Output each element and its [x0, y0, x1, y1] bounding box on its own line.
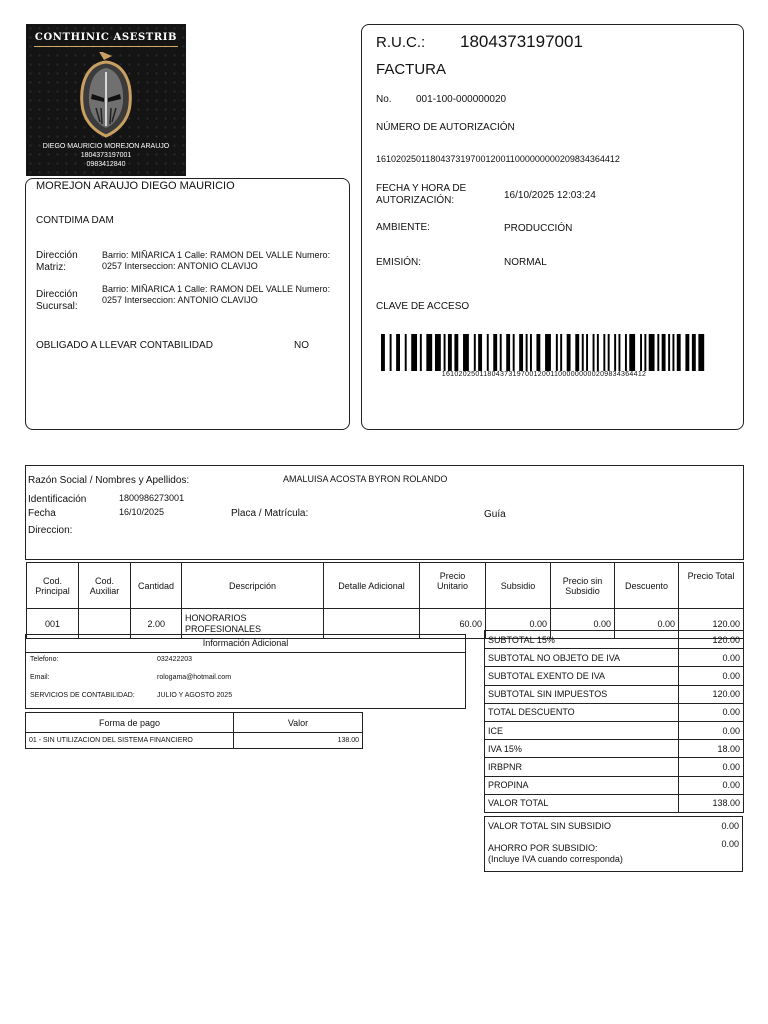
invoice-title: FACTURA	[376, 61, 447, 78]
barcode-bar	[662, 334, 666, 371]
header-cantidad: Cantidad	[131, 563, 182, 609]
payment-method-header: Forma de pago	[26, 713, 234, 733]
client-name: AMALUISA ACOSTA BYRON ROLANDO	[283, 474, 448, 484]
barcode-bar	[420, 334, 422, 371]
payment-method: 01 - SIN UTILIZACION DEL SISTEMA FINANCIERO	[26, 733, 234, 749]
barcode-bar	[411, 334, 417, 371]
header-cod-principal: Cod. Principal	[27, 563, 79, 609]
access-key-label: CLAVE DE ACCESO	[376, 301, 470, 312]
total-label: IRBPNR	[485, 758, 679, 776]
client-name-label: Razón Social / Nombres y Apellidos:	[28, 475, 190, 486]
totals-row-descuento	[485, 703, 744, 721]
total-value: 120.00	[679, 631, 744, 649]
totals-row-propina	[485, 776, 744, 794]
totals-table	[484, 630, 744, 813]
logo-divider	[34, 46, 178, 47]
barcode-bar	[519, 334, 523, 371]
total-label: SUBTOTAL SIN IMPUESTOS	[485, 685, 679, 703]
barcode-bar	[506, 334, 510, 371]
barcode-bar	[608, 334, 610, 371]
plate-label: Placa / Matrícula:	[231, 508, 309, 519]
access-key-barcode	[381, 334, 707, 371]
barcode-bar	[396, 334, 400, 371]
barcode-bar	[448, 334, 452, 371]
cell-precio-sin-subsidio: 0.00	[551, 609, 615, 639]
header-precio-total: Precio Total	[679, 563, 744, 609]
barcode-bar	[657, 334, 659, 371]
subsidy-total-value: 0.00	[721, 821, 739, 831]
emitter-trade-name: CONTDIMA DAM	[36, 215, 114, 226]
subsidy-total-label: VALOR TOTAL SIN SUBSIDIO	[488, 821, 612, 831]
subsidy-box	[484, 816, 743, 872]
company-logo	[26, 24, 186, 176]
totals-row-sin-impuestos	[485, 685, 744, 703]
barcode-bar	[618, 334, 620, 371]
barcode-bar	[593, 334, 595, 371]
barcode-bar	[698, 334, 704, 371]
total-value: 138.00	[679, 794, 744, 812]
invoice-number-label: No.	[376, 94, 392, 105]
accounting-value: NO	[294, 340, 309, 351]
total-value: 0.00	[679, 776, 744, 794]
emission-label: EMISIÓN:	[376, 257, 422, 268]
barcode-bar	[668, 334, 670, 371]
totals-row-ice	[485, 721, 744, 739]
barcode-bar	[603, 334, 605, 371]
matrix-address-label: Dirección Matriz:	[36, 250, 78, 273]
payment-value: 138.00	[234, 733, 363, 749]
barcode-bar	[582, 334, 584, 371]
subsidy-saving-value: 0.00	[721, 839, 739, 849]
info-value-services: JULIO Y AGOSTO 2025	[157, 692, 233, 699]
header-descuento: Descuento	[615, 563, 679, 609]
access-key-number: 1610202501180437319700120011000000000209834364412	[441, 371, 647, 378]
payment-header-row	[26, 713, 363, 733]
cell-descuento: 0.00	[615, 609, 679, 639]
barcode-bar	[390, 334, 392, 371]
totals-row-no-objeto	[485, 649, 744, 667]
info-value-phone: 032422203	[157, 656, 193, 663]
barcode-bar	[649, 334, 655, 371]
barcode-bar	[556, 334, 558, 371]
totals-row-subtotal-15	[485, 631, 744, 649]
ruc-label: R.U.C.:	[376, 34, 426, 51]
barcode-bar	[526, 334, 528, 371]
barcode-bar	[435, 334, 441, 371]
barcode-bar	[500, 334, 502, 371]
client-address-label: Direccion:	[28, 525, 73, 536]
accounting-label: OBLIGADO A LLEVAR CONTABILIDAD	[36, 340, 213, 351]
invoice-box	[361, 24, 744, 430]
authorization-date: 16/10/2025 12:03:24	[504, 190, 596, 201]
barcode-bar	[536, 334, 540, 371]
total-value: 0.00	[679, 667, 744, 685]
barcode-bar	[644, 334, 646, 371]
total-value: 0.00	[679, 758, 744, 776]
emission-value: NORMAL	[504, 257, 547, 268]
barcode-bar	[567, 334, 571, 371]
total-label: PROPINA	[485, 776, 679, 794]
barcode-bar	[487, 334, 489, 371]
barcode-bar	[586, 334, 588, 371]
cell-cantidad: 2.00	[131, 609, 182, 639]
total-value: 18.00	[679, 740, 744, 758]
barcode-bar	[474, 334, 476, 371]
client-id-label: Identificación	[28, 494, 87, 505]
table-row	[26, 733, 363, 749]
barcode-bar	[677, 334, 681, 371]
info-label-phone: Telefono:	[30, 656, 59, 663]
totals-row-irbpnr	[485, 758, 744, 776]
barcode-bar	[454, 334, 458, 371]
totals-row-iva	[485, 740, 744, 758]
totals-row-exento	[485, 667, 744, 685]
branch-address: Barrio: MIÑARICA 1 Calle: RAMON DEL VALLE Numero: 0257 Interseccion: ANTONIO CLAVIJO	[102, 284, 331, 305]
guide-label: Guía	[484, 509, 506, 520]
barcode-bar	[629, 334, 635, 371]
total-value: 0.00	[679, 721, 744, 739]
subsidy-saving-label: AHORRO POR SUBSIDIO:	[488, 843, 598, 853]
barcode-bar	[685, 334, 689, 371]
cell-cod-principal: 001	[27, 609, 79, 639]
total-label: SUBTOTAL NO OBJETO DE IVA	[485, 649, 679, 667]
total-label: IVA 15%	[485, 740, 679, 758]
total-value: 0.00	[679, 703, 744, 721]
additional-info-box	[25, 634, 466, 709]
cell-subsidio: 0.00	[486, 609, 551, 639]
additional-info-title: Información Adicional	[26, 635, 465, 653]
barcode-bar	[672, 334, 674, 371]
items-table	[26, 562, 744, 639]
ruc-value: 1804373197001	[460, 32, 583, 51]
cell-precio-total: 120.00	[679, 609, 744, 639]
barcode-bar	[493, 334, 497, 371]
invoice-number: 001-100-000000020	[416, 94, 507, 105]
authorization-label: NÚMERO DE AUTORIZACIÓN	[376, 122, 515, 133]
knight-helmet-icon	[74, 52, 138, 148]
header-descripcion: Descripción	[182, 563, 324, 609]
authorization-date-label: FECHA Y HORA DE AUTORIZACIÓN:	[376, 183, 467, 206]
barcode-bar	[545, 334, 551, 371]
barcode-bar	[625, 334, 627, 371]
logo-owner: DIEGO MAURICIO MOREJON ARAUJO	[42, 143, 170, 150]
payment-table	[25, 712, 363, 749]
environment-value: PRODUCCIÓN	[504, 223, 573, 234]
barcode-bar	[614, 334, 616, 371]
barcode-bar	[560, 334, 562, 371]
logo-brand-text: CONTHINIC ASESTRIB	[34, 32, 178, 43]
subsidy-saving-note: (Incluye IVA cuando corresponda)	[488, 854, 623, 864]
authorization-number: 1610202501180437319700120011000000000209834364412	[376, 154, 620, 164]
barcode-bar	[513, 334, 515, 371]
total-label: SUBTOTAL 15%	[485, 631, 679, 649]
info-value-email: rologama@hotmail.com	[157, 674, 232, 681]
header-detalle-adicional: Detalle Adicional	[324, 563, 420, 609]
cell-descripcion: HONORARIOS PROFESIONALES	[182, 609, 324, 639]
barcode-bar	[405, 334, 407, 371]
barcode-bar	[426, 334, 432, 371]
header-cod-auxiliar: Cod. Auxiliar	[79, 563, 131, 609]
payment-value-header: Valor	[234, 713, 363, 733]
logo-ruc: 1804373197001	[80, 152, 132, 159]
header-precio-sin-subsidio: Precio sin Subsidio	[551, 563, 615, 609]
total-label: SUBTOTAL EXENTO DE IVA	[485, 667, 679, 685]
barcode-bar	[463, 334, 469, 371]
total-label: VALOR TOTAL	[485, 794, 679, 812]
barcode-bar	[530, 334, 532, 371]
info-label-services: SERVICIOS DE CONTABILIDAD:	[30, 692, 135, 699]
barcode-bar	[597, 334, 599, 371]
total-label: ICE	[485, 721, 679, 739]
branch-address-label: Dirección Sucursal:	[36, 289, 78, 312]
total-value: 0.00	[679, 649, 744, 667]
items-header-row	[27, 563, 744, 609]
barcode-bar	[575, 334, 579, 371]
totals-row-valor-total	[485, 794, 744, 812]
info-label-email: Email:	[30, 674, 50, 681]
client-box	[25, 465, 744, 560]
barcode-bar	[444, 334, 446, 371]
header-subsidio: Subsidio	[486, 563, 551, 609]
total-label: TOTAL DESCUENTO	[485, 703, 679, 721]
matrix-address: Barrio: MIÑARICA 1 Calle: RAMON DEL VALLE Numero: 0257 Interseccion: ANTONIO CLAVIJO	[102, 250, 331, 271]
emitter-name: MOREJON ARAUJO DIEGO MAURICIO	[36, 180, 235, 192]
total-value: 120.00	[679, 685, 744, 703]
cell-precio-unitario: 60.00	[420, 609, 486, 639]
client-date-label: Fecha	[28, 508, 56, 519]
barcode-bar	[381, 334, 385, 371]
header-precio-unitario: Precio Unitario	[420, 563, 486, 609]
barcode-bar	[692, 334, 696, 371]
environment-label: AMBIENTE:	[376, 222, 430, 233]
client-date: 16/10/2025	[119, 507, 165, 517]
logo-phone: 0983412840	[86, 161, 126, 168]
client-id: 1800986273001	[119, 493, 185, 503]
emitter-box	[25, 178, 350, 430]
barcode-bar	[478, 334, 482, 371]
barcode-bar	[640, 334, 642, 371]
